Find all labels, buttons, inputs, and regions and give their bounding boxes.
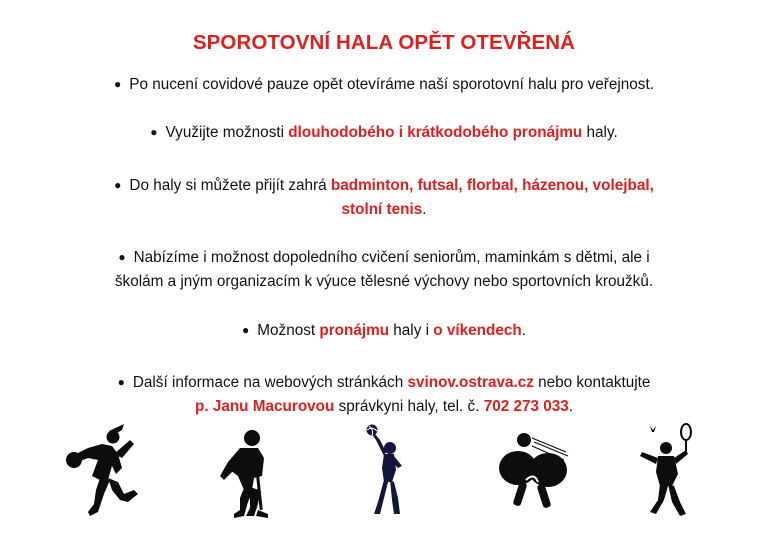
paragraph-contact xyxy=(40,370,728,419)
paragraph-weekend xyxy=(40,318,728,343)
contact-text-mid: nebo kontaktujte xyxy=(533,374,651,391)
bullet-icon: ● xyxy=(117,375,125,389)
website-link[interactable]: svinov.ostrava.cz xyxy=(407,374,534,391)
paragraph-sports xyxy=(40,173,728,222)
bullet-icon: ● xyxy=(242,323,250,337)
sports-list-table-tennis: stolní tenis xyxy=(341,201,423,218)
weekend-text-post: . xyxy=(521,322,526,339)
table-tennis-icon xyxy=(496,432,572,512)
paragraph-exercise xyxy=(40,245,728,294)
contact-text-pre: Další informace na webových stránkách xyxy=(132,374,408,391)
sports-icons-row xyxy=(0,422,768,522)
exercise-line-1: Nabízíme i možnost dopoledního cvičení seniorům, maminkám s dětmi, ale i xyxy=(133,249,650,266)
weekend-text-pre: Možnost xyxy=(257,322,320,339)
rental-highlight: dlouhodobého i krátkodobého pronájmu xyxy=(288,124,583,141)
volleyball-player-icon xyxy=(362,422,408,518)
page-title: SPOROTOVNÍ HALA OPĚT OTEVŘENÁ xyxy=(192,31,576,54)
paragraph-reopening xyxy=(40,72,728,97)
bullet-icon: ● xyxy=(150,125,158,139)
rental-text-post: haly. xyxy=(582,124,618,141)
contact-text-post: . xyxy=(568,398,574,415)
sports-text-post: . xyxy=(422,201,427,218)
handball-player-icon xyxy=(64,424,140,518)
contact-role: správkyni haly, tel. č. xyxy=(334,398,484,415)
weekend-text-mid: haly i xyxy=(389,322,434,339)
bullet-icon: ● xyxy=(118,250,126,264)
bullet-icon: ● xyxy=(114,178,122,192)
badminton-player-icon xyxy=(634,422,704,518)
weekend-highlight-weekends: o víkendech xyxy=(433,322,522,339)
weekend-highlight-rental: pronájmu xyxy=(319,322,390,339)
reopening-text: Po nucení covidové pauze opět otevíráme naší sporotovní halu pro veřejnost. xyxy=(129,76,654,93)
exercise-line-2: školám a jným organizacím k výuce tělesné výchovy nebo sportovních kroužků. xyxy=(114,273,654,290)
sports-list: badminton, futsal, florbal, házenou, volejbal, xyxy=(330,177,654,194)
bullet-icon: ● xyxy=(114,77,122,91)
contact-person: p. Janu Macurovou xyxy=(194,398,335,415)
sports-text-pre: Do haly si můžete přijít zahrá xyxy=(129,177,331,194)
phone-number[interactable]: 702 273 033 xyxy=(483,398,569,415)
rental-text-pre: Využijte možnosti xyxy=(165,124,289,141)
paragraph-rental xyxy=(40,120,728,145)
floorball-player-icon xyxy=(214,428,274,520)
